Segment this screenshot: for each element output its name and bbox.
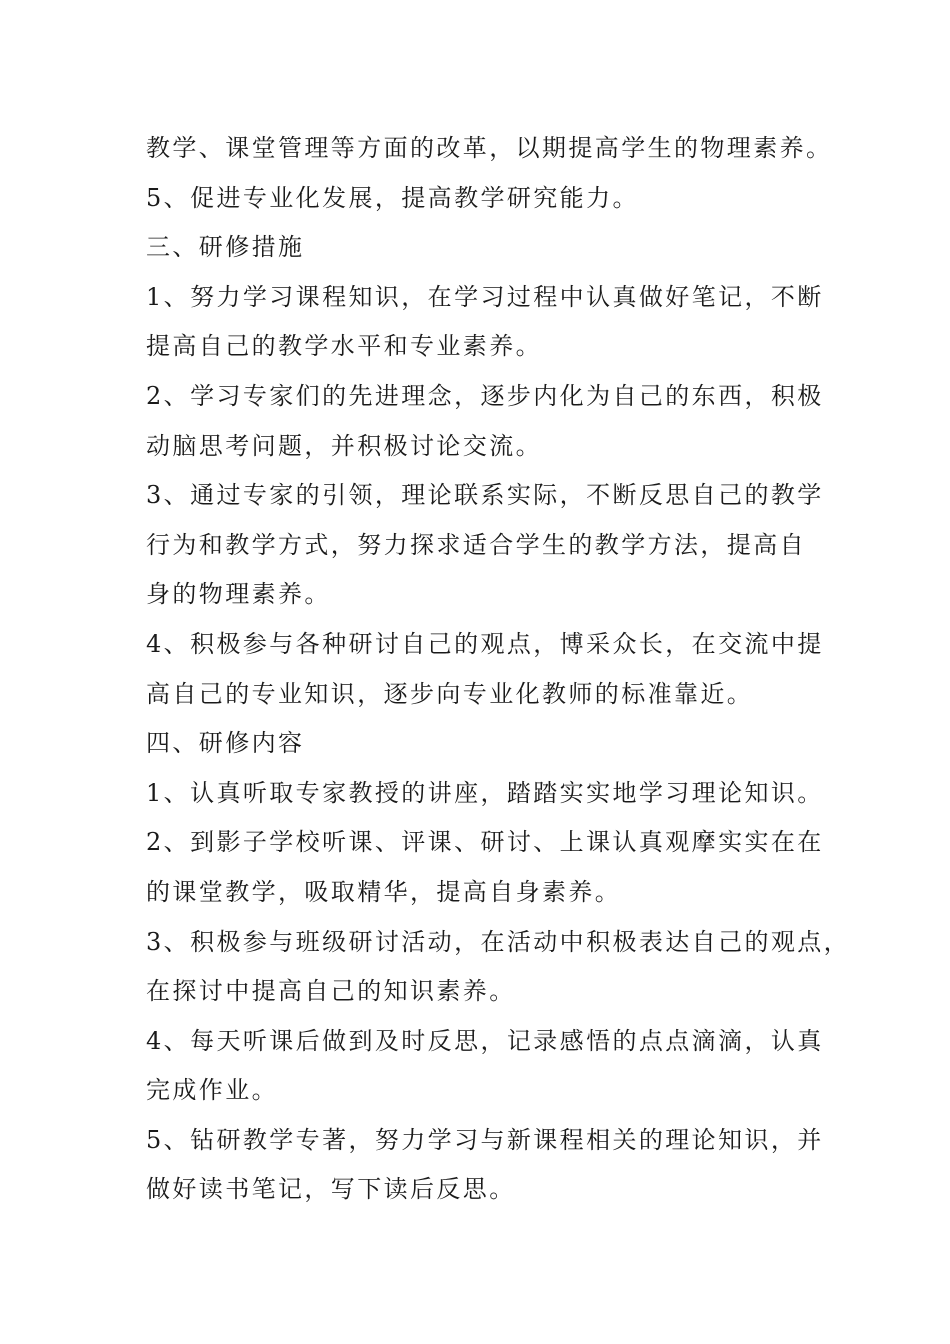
text-line: 身的物理素养。 [146, 580, 331, 609]
text-line: 3、积极参与班级研讨活动，在活动中积极表达自己的观点， [146, 927, 851, 956]
text-line: 在探讨中提高自己的知识素养。 [146, 977, 516, 1006]
section-heading: 三、研修措施 [146, 233, 305, 262]
text-line: 高自己的专业知识，逐步向专业化教师的标准靠近。 [146, 679, 754, 708]
text-line: 的课堂教学，吸取精华，提高自身素养。 [146, 877, 622, 906]
text-line: 5、促进专业化发展，提高教学研究能力。 [146, 183, 639, 212]
text-line: 完成作业。 [146, 1076, 278, 1105]
text-line: 1、努力学习课程知识，在学习过程中认真做好笔记，不断 [146, 282, 824, 311]
section-heading: 四、研修内容 [146, 729, 305, 758]
text-line: 提高自己的教学水平和专业素养。 [146, 332, 542, 361]
text-line: 做好读书笔记，写下读后反思。 [146, 1175, 516, 1204]
text-line: 2、学习专家们的先进理念，逐步内化为自己的东西，积极 [146, 381, 824, 410]
text-line: 教学、课堂管理等方面的改革，以期提高学生的物理素养。 [146, 134, 833, 162]
text-line: 动脑思考问题，并积极讨论交流。 [146, 431, 542, 460]
text-line: 4、积极参与各种研讨自己的观点，博采众长，在交流中提 [146, 629, 824, 658]
text-line: 1、认真听取专家教授的讲座，踏踏实实地学习理论知识。 [146, 778, 824, 807]
text-line: 5、钻研教学专著，努力学习与新课程相关的理论知识，并 [146, 1125, 824, 1154]
text-line: 2、到影子学校听课、评课、研讨、上课认真观摩实实在在 [146, 828, 824, 857]
text-line: 3、通过专家的引领，理论联系实际，不断反思自己的教学 [146, 481, 824, 510]
text-line: 行为和教学方式，努力探求适合学生的教学方法，提高自 [146, 530, 806, 559]
document-body [146, 124, 851, 1215]
text-line: 4、每天听课后做到及时反思，记录感悟的点点滴滴，认真 [146, 1026, 824, 1055]
